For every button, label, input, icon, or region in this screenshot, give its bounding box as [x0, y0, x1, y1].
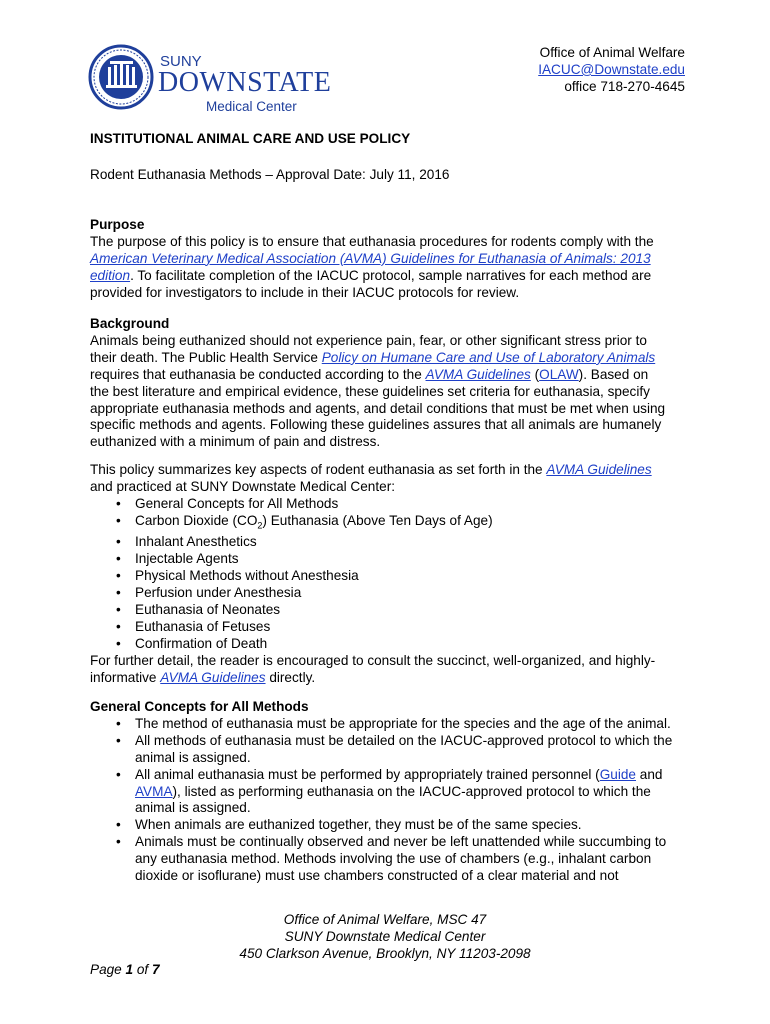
background-line-6: specific methods and agents. Following these guidelines assures that all animals are humanely	[90, 417, 662, 433]
further-detail-line-1: For further detail, the reader is encouraged to consult the succinct, well-organized, and highly-	[90, 652, 656, 668]
page-of: of	[136, 962, 149, 977]
personnel-text-c: ), listed as performing euthanasia on the IACUC-approved protocol to which the animal is assigned.	[135, 783, 651, 816]
office-phone: office 718-270-4645	[564, 78, 685, 94]
list-item: • Confirmation of Death	[90, 636, 690, 653]
avma-guidelines-link-4[interactable]: AVMA Guidelines	[160, 669, 266, 685]
personnel-text-b: and	[636, 766, 663, 782]
footer-line-3: 450 Clarkson Avenue, Brooklyn, NY 11203-2098	[239, 946, 531, 962]
further-detail-line-2b: directly.	[265, 669, 316, 685]
list-item: • Inhalant Anesthetics	[90, 534, 690, 551]
list-item: • Injectable Agents	[90, 551, 690, 568]
list-item: • The method of euthanasia must be appropriate for the species and the age of the animal.	[90, 716, 690, 733]
further-detail-line-2a: informative	[90, 669, 161, 685]
summary-line-2: and practiced at SUNY Downstate Medical Center:	[90, 478, 396, 494]
logo-medical-center: Medical Center	[206, 99, 297, 114]
background-line-1: Animals being euthanized should not experience pain, fear, or other significant stress prior to	[90, 332, 647, 348]
iacuc-email-link[interactable]: IACUC@Downstate.edu	[538, 61, 685, 77]
list-item: • Animals must be continually observed and never be left unattended while succumbing to any euthanasia method. Methods involving the use of chambers (e.g., inhalant carbon dioxide or isoflurane) must use chambers constructed of a clear material and not	[90, 834, 690, 885]
list-item: • When animals are euthanized together, they must be of the same species.	[90, 817, 690, 834]
avma-guidelines-link-3[interactable]: AVMA Guidelines	[546, 462, 652, 477]
list-item: • All methods of euthanasia must be detailed on the IACUC-approved protocol to which the animal is assigned.	[90, 733, 690, 767]
page-title: INSTITUTIONAL ANIMAL CARE AND USE POLICY	[90, 131, 411, 146]
footer-line-1: Office of Animal Welfare, MSC 47	[283, 912, 487, 927]
purpose-text-2: . To facilitate completion of the IACUC protocol, sample narratives for each method are	[130, 267, 652, 283]
co2-label-rest: ) Euthanasia (Above Ten Days of Age)	[262, 512, 493, 528]
summary-line-1: This policy summarizes key aspects of rodent euthanasia as set forth in the	[90, 462, 547, 477]
background-line-3b: (	[530, 366, 540, 382]
purpose-section	[90, 217, 690, 302]
logo-suny: SUNY	[160, 53, 202, 70]
avma-guidelines-link[interactable]: American Veterinary Medical Association (AVMA) Guidelines for Euthanasia of Animals: 2013	[90, 250, 651, 266]
list-item: • Euthanasia of Neonates	[90, 602, 690, 619]
page-current: 1	[125, 962, 134, 977]
list-item: • Perfusion under Anesthesia	[90, 585, 690, 602]
background-line-4: the best literature and empirical evidence, these guidelines set criteria for euthanasia, specify	[90, 383, 650, 399]
page-label: Page	[90, 962, 122, 977]
list-item	[90, 513, 690, 535]
office-name: Office of Animal Welfare	[539, 45, 685, 60]
co2-label: Carbon Dioxide (CO	[135, 512, 258, 528]
footer-line-2: SUNY Downstate Medical Center	[284, 929, 486, 945]
footer-address	[0, 911, 770, 963]
background-line-2a: their death. The Public Health Service	[90, 349, 322, 365]
background-line-5: appropriate euthanasia methods and agents, and detail conditions that must be met when using	[90, 400, 666, 416]
page-subtitle: Rodent Euthanasia Methods – Approval Date: July 11, 2016	[90, 167, 450, 182]
page-total: 7	[152, 962, 160, 977]
list-item: • Physical Methods without Anesthesia	[90, 568, 690, 585]
page-number	[90, 962, 160, 977]
list-item: • General Concepts for All Methods	[90, 496, 690, 513]
purpose-text-1: The purpose of this policy is to ensure that euthanasia procedures for rodents comply with the	[90, 233, 654, 249]
phs-policy-link[interactable]: Policy on Humane Care and Use of Laboratory Animals	[321, 349, 656, 365]
purpose-heading: Purpose	[90, 217, 145, 232]
background-line-3c: ). Based on	[578, 366, 649, 382]
background-section	[90, 316, 690, 451]
suny-downstate-logo	[88, 43, 332, 114]
guide-link[interactable]: Guide	[599, 766, 636, 782]
background-heading: Background	[90, 316, 170, 331]
background-line-3a: requires that euthanasia be conducted according to the	[90, 366, 426, 382]
personnel-text-a: All animal euthanasia must be performed by appropriately trained personnel (	[135, 766, 600, 782]
general-concepts-section	[90, 699, 690, 885]
list-item: • Euthanasia of Fetuses	[90, 619, 690, 636]
topics-list	[90, 496, 690, 653]
background-line-7: euthanized with a minimum of pain and distress.	[90, 434, 381, 450]
logo-downstate: DOWNSTATE	[158, 67, 332, 98]
general-concepts-list	[90, 716, 690, 885]
purpose-text-3: provided for investigators to include in their IACUC protocols for review.	[90, 284, 520, 300]
list-item	[90, 767, 690, 818]
avma-guidelines-link-2[interactable]: AVMA Guidelines	[425, 366, 531, 382]
avma-guidelines-link-edition[interactable]: edition	[90, 267, 131, 283]
summary-section	[90, 462, 690, 687]
co2-subscript: 2	[257, 520, 263, 531]
office-contact-block	[538, 45, 685, 96]
general-concepts-heading: General Concepts for All Methods	[90, 699, 309, 714]
avma-link[interactable]: AVMA	[135, 783, 173, 799]
olaw-link[interactable]: OLAW	[539, 366, 579, 382]
